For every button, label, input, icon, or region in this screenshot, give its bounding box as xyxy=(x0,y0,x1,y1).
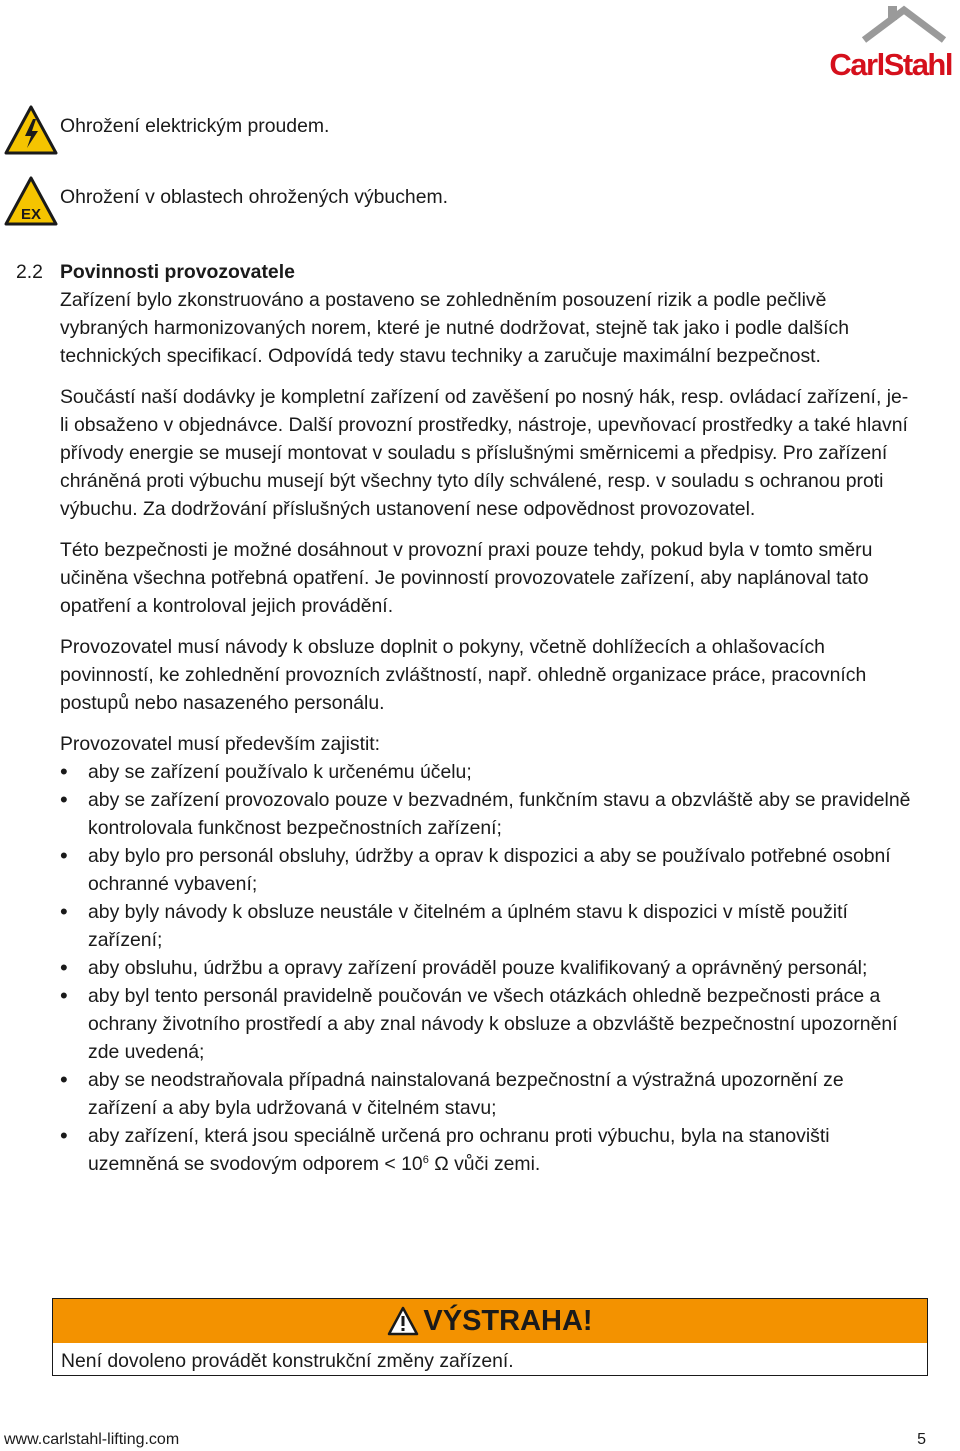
section-operator-duties xyxy=(16,258,916,1178)
exponent: 6 xyxy=(422,1154,429,1166)
warning-title: VÝSTRAHA! xyxy=(423,1305,593,1337)
hazard-electric-text: Ohrožení elektrickým proudem. xyxy=(60,115,330,137)
list-item: • aby se zařízení používalo k určenému účelu; xyxy=(60,758,916,786)
logo-text: CarlStahl xyxy=(829,47,952,82)
ex-icon-text: EX xyxy=(20,206,42,223)
list-intro: Provozovatel musí především zajistit: xyxy=(60,733,381,755)
hazard-ex xyxy=(4,175,704,231)
list-item: • aby byl tento personál pravidelně poučován ve všech otázkách ohledně bezpečnosti práce a ochrany životního prostředí a aby znal návody k obsluze a obzvláště bezpečnostní upozornění zde uvedená; xyxy=(60,982,916,1066)
list-item: • aby obsluhu, údržbu a opravy zařízení prováděl pouze kvalifikovaný a oprávněný personál; xyxy=(60,954,916,982)
list-item: • aby byly návody k obsluze neustále v čitelném a úplném stavu k dispozici v místě použití zařízení; xyxy=(60,898,916,954)
warning-text: Není dovoleno provádět konstrukční změny zařízení. xyxy=(61,1350,514,1372)
list-item: • aby se zařízení provozovalo pouze v bezvadném, funkčním stavu a obzvláště aby se pravidelně kontrolovala funkčnost bezpečnostních zařízení; xyxy=(60,786,916,842)
footer-url[interactable]: www.carlstahl-lifting.com xyxy=(4,1431,180,1448)
electric-hazard-icon xyxy=(4,104,58,156)
paragraph: Této bezpečnosti je možné dosáhnout v provozní praxi pouze tehdy, pokud byla v tomto směru učiněna všechna potřebná opatření. Je povinností provozovatele zařízení, aby naplánoval tato opatření a kontroloval jejich provádění. xyxy=(60,539,873,617)
paragraph: Provozovatel musí návody k obsluze doplnit o pokyny, včetně dohlížecích a ohlašovacích povinností, ke zohlednění provozních zvláštností, např. ohledně organizace práce, pracovních postupů nebo nasazeného personálu. xyxy=(60,636,867,714)
section-title: Povinnosti provozovatele xyxy=(60,261,295,283)
section-number: 2.2 xyxy=(16,261,43,283)
warning-icon xyxy=(387,1306,419,1336)
list-item: • aby se neodstraňovala případná nainstalovaná bezpečnostní a výstražná upozornění ze zařízení a aby byla udržovaná v čitelném stavu; xyxy=(60,1066,916,1122)
ex-hazard-icon xyxy=(4,175,58,227)
hazard-ex-text: Ohrožení v oblastech ohrožených výbuchem. xyxy=(60,186,449,208)
last-item-text: aby zařízení, která jsou speciálně určená pro ochranu proti výbuchu, byla na stanovišti uzemněná se svodovým odporem < 10 xyxy=(88,1125,830,1175)
paragraph: Zařízení bylo zkonstruováno a postaveno se zohledněním posouzení rizik a podle pečlivě vybraných harmonizovaných norem, které je nutné dodržovat, stejně tak jako i podle dalších technických specifikací. Odpovídá tedy stavu techniky a zaručuje maximální bezpečnost. xyxy=(60,289,849,367)
duties-list xyxy=(60,758,916,1178)
warning-header xyxy=(53,1299,927,1343)
list-item: • aby bylo pro personál obsluhy, údržby a oprav k dispozici a aby se používalo potřebné osobní ochranné vybavení; xyxy=(60,842,916,898)
list-item xyxy=(60,1122,916,1178)
last-item-tail: Ω vůči zemi. xyxy=(428,1153,541,1175)
paragraph: Součástí naší dodávky je kompletní zařízení od zavěšení po nosný hák, resp. ovládací zařízení, je-li obsaženo v objednávce. Další provozní prostředky, nástroje, upevňovací prostředky a také hlavní přívody energie se musejí montovat v souladu s příslušnými směrnicemi a předpisy. Pro zařízení chráněná proti výbuchu musejí být všechny tyto díly schválené, resp. v souladu s ochranou proti výbuchu. Za dodržování příslušných ustanovení nese odpovědnost provozovatel. xyxy=(60,386,909,520)
warning-box xyxy=(52,1298,928,1376)
hazard-electric xyxy=(4,104,704,160)
page-number: 5 xyxy=(917,1431,926,1448)
brand-logo xyxy=(802,4,952,80)
